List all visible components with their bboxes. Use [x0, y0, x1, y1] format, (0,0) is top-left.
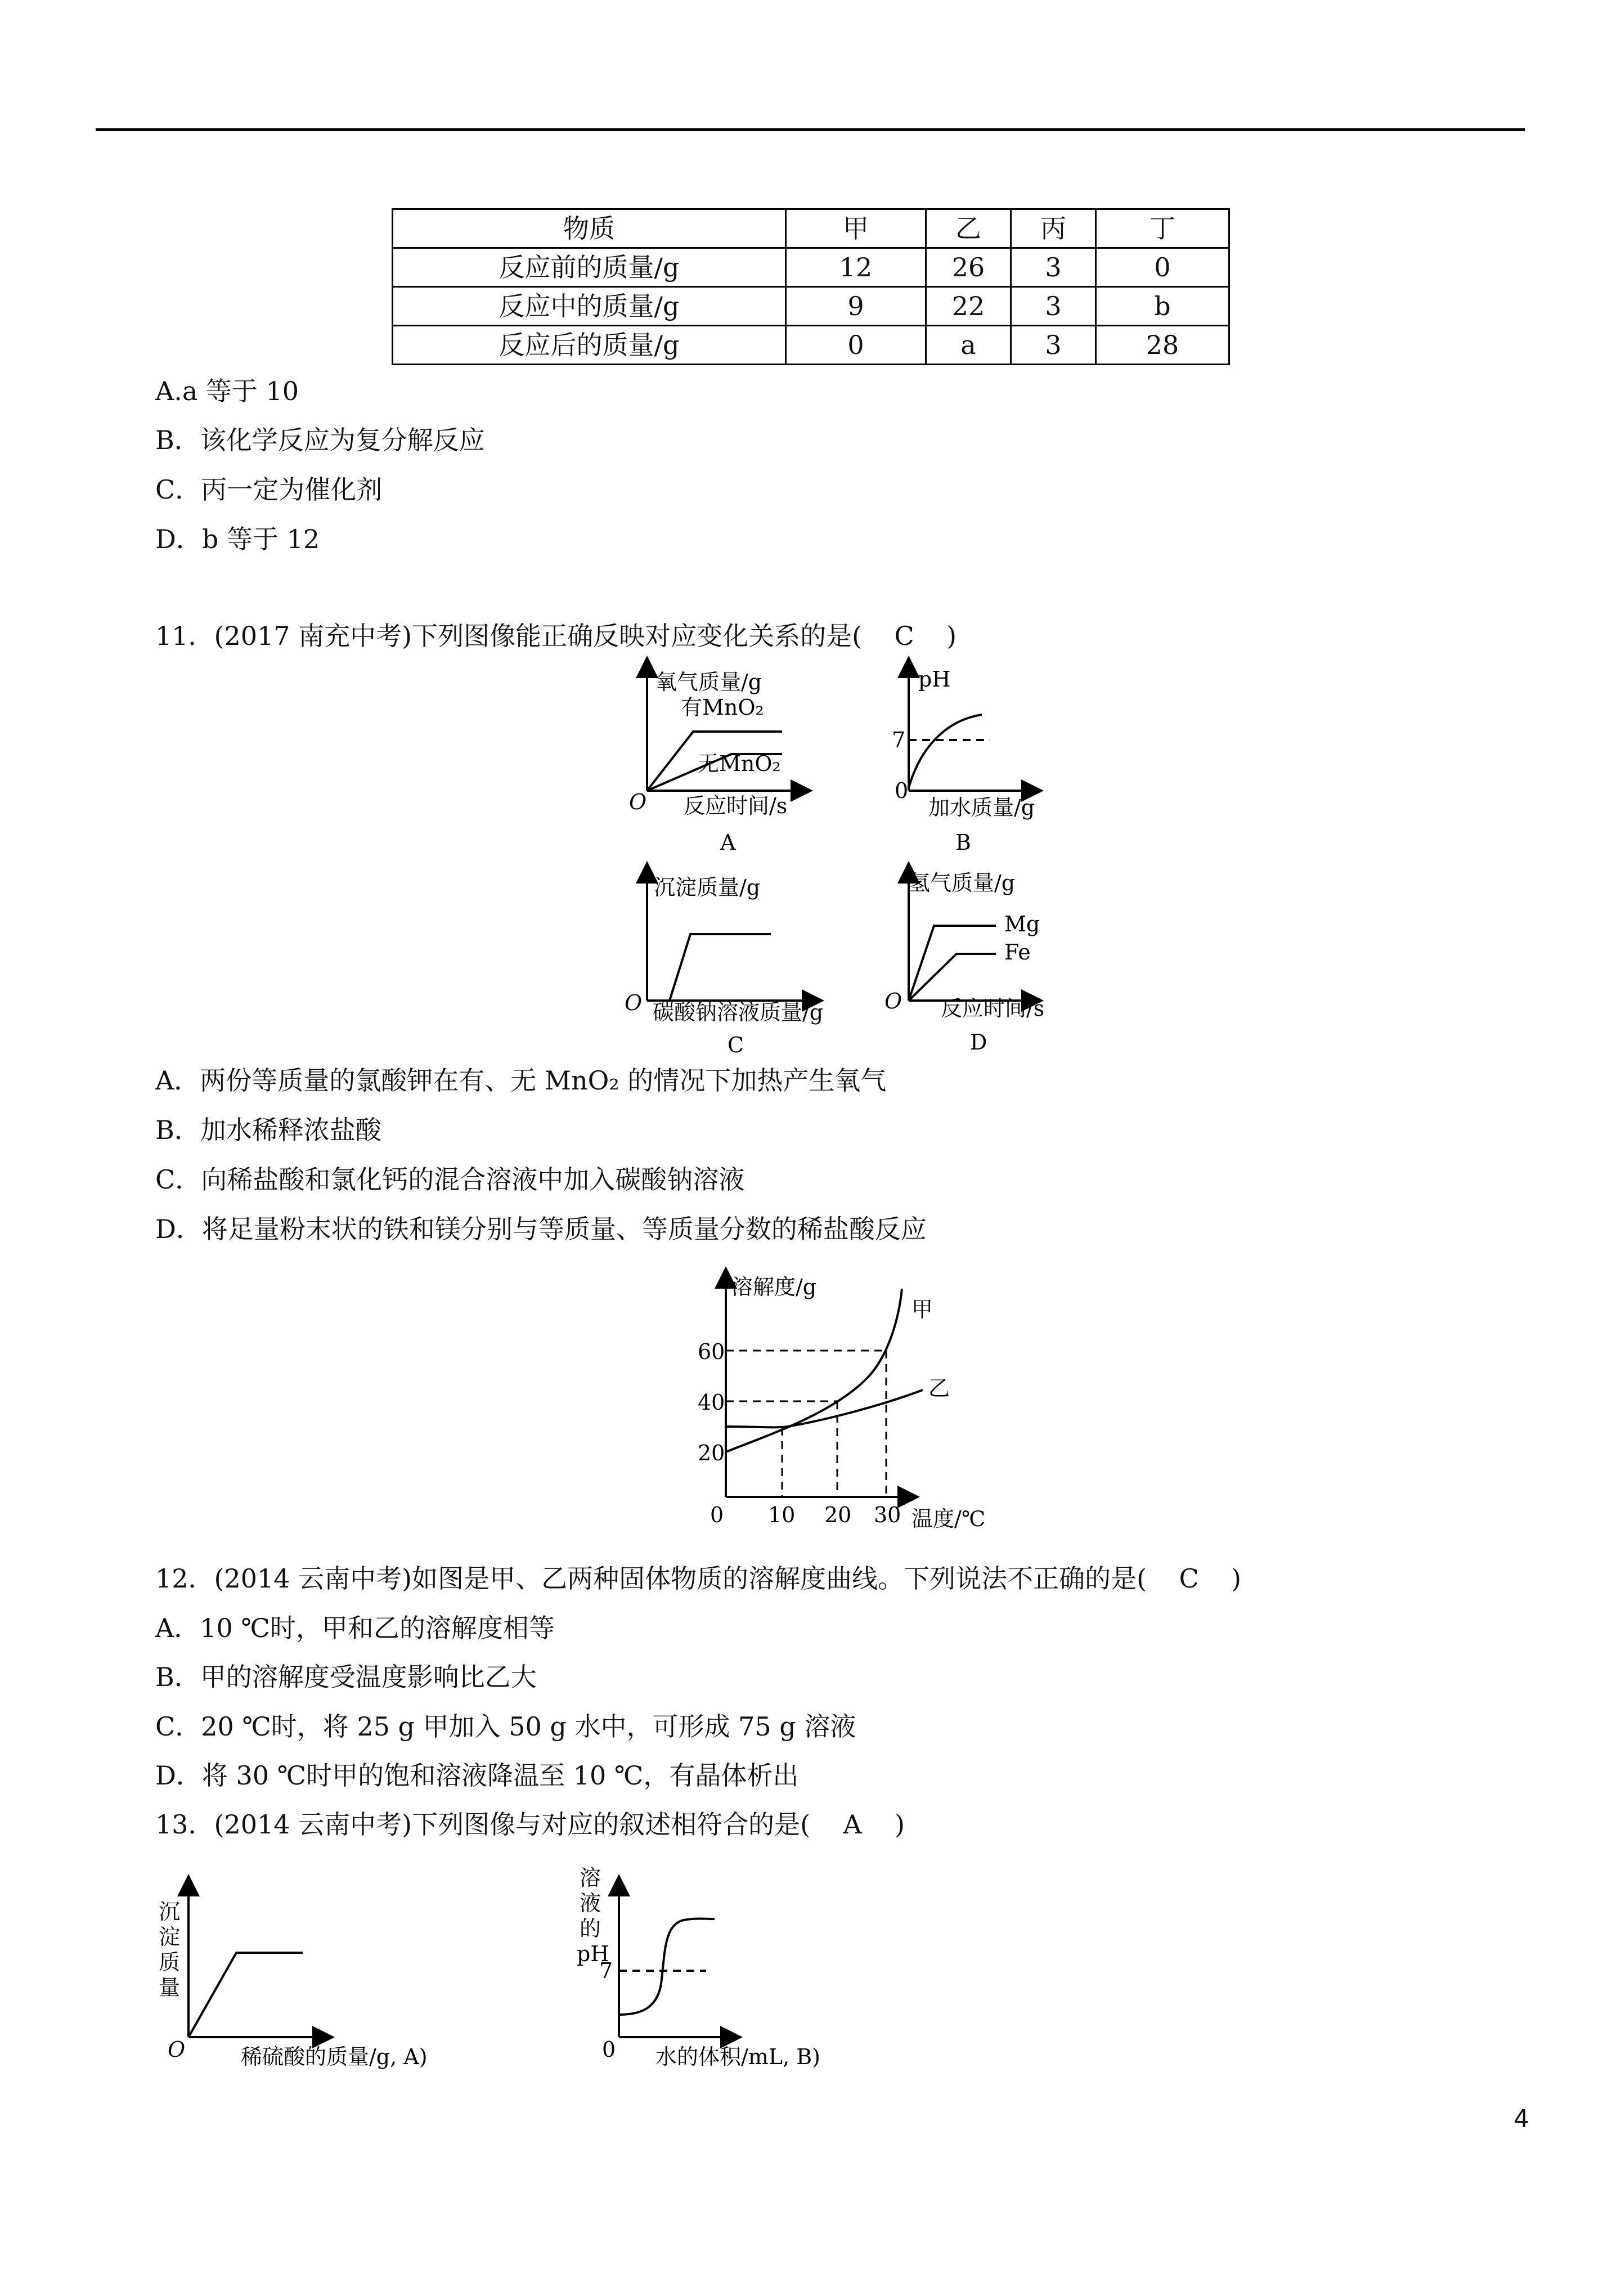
table-cell: 3: [1011, 326, 1096, 365]
figC-origin: O: [625, 990, 643, 1015]
sol-xlabel: 温度/℃: [911, 1506, 986, 1531]
table-cell: 9: [786, 287, 926, 326]
sol-ylabel: 溶解度/g: [731, 1275, 817, 1299]
table-header-cell: 物质: [393, 209, 786, 248]
sol-xtick-10: 10: [768, 1503, 796, 1527]
figB-xlabel: 加水质量/g: [928, 795, 1035, 820]
q10-option-c: C．丙一定为催化剂: [155, 474, 383, 505]
sol-ytick-60: 60: [698, 1339, 725, 1364]
table-header-cell: 甲: [786, 209, 926, 248]
sol-curve1-label: 甲: [911, 1297, 933, 1322]
q12-option-a: A．10 ℃时，甲和乙的溶解度相等: [155, 1613, 555, 1643]
sol-xtick-30: 30: [874, 1503, 901, 1527]
q12-answer: C: [1179, 1563, 1199, 1594]
q12-close: ): [1231, 1563, 1242, 1594]
sol-ytick-40: 40: [698, 1390, 725, 1415]
table-cell: 28: [1096, 326, 1229, 365]
q13A-origin: O: [168, 2037, 186, 2062]
sol-xtick-20: 20: [824, 1503, 852, 1527]
table-header-cell: 丙: [1011, 209, 1096, 248]
figA-origin: O: [629, 790, 647, 814]
figA-ylabel: 氧气质量/g: [655, 670, 762, 694]
table-cell: 反应中的质量/g: [393, 287, 786, 326]
q13A-ylabel-1: 沉: [159, 1899, 181, 1924]
figC-caption: C: [728, 1033, 744, 1057]
figD-ylabel: 氢气质量/g: [909, 871, 1016, 895]
q11-close: ): [946, 621, 957, 651]
q12-stem: [155, 1562, 1241, 1595]
table-cell: 0: [786, 326, 926, 365]
table-cell: 22: [926, 287, 1011, 326]
table-cell: 反应前的质量/g: [393, 248, 786, 287]
q11-stem-text: 11．(2017 南充中考)下列图像能正确反映对应变化关系的是(: [155, 621, 863, 651]
table-cell: 3: [1011, 248, 1096, 287]
q13A-ylabel-3: 质: [159, 1950, 181, 1975]
figB-curve: [909, 715, 982, 788]
figB-caption: B: [955, 830, 971, 855]
sol-ytick-20: 20: [698, 1441, 725, 1465]
q12-option-d: D．将 30 ℃时甲的饱和溶液降温至 10 ℃，有晶体析出: [155, 1760, 799, 1791]
table-cell: 12: [786, 248, 926, 287]
q13A-line: [188, 1953, 303, 2037]
q13A-ylabel-4: 量: [159, 1975, 181, 2000]
figB-origin: 0: [895, 778, 909, 803]
table-header-cell: 乙: [926, 209, 1011, 248]
q13B-ylabel-3: 的: [580, 1916, 601, 1941]
q13B-xlabel: 水的体积/mL, B): [655, 2044, 820, 2069]
table-cell: a: [926, 326, 1011, 365]
q12-option-b: B．甲的溶解度受温度影响比乙大: [155, 1662, 537, 1692]
q13-close: ): [895, 1809, 905, 1840]
q13B-ylabel-2: 液: [580, 1891, 601, 1916]
table-cell: 3: [1011, 287, 1096, 326]
q13B-curve: [619, 1919, 715, 2015]
q11-answer: C: [894, 621, 914, 651]
q13A-ylabel-2: 淀: [159, 1925, 181, 1949]
sol-xtick-0: 0: [710, 1503, 724, 1527]
figA-line2-label: 无MnO₂: [698, 751, 781, 776]
q13B-ylabel-1: 溶: [580, 1866, 601, 1890]
table-cell: 反应后的质量/g: [393, 326, 786, 365]
q11-option-a: A．两份等质量的氯酸钾在有、无 MnO₂ 的情况下加热产生氧气: [155, 1065, 887, 1096]
sol-curve2-label: 乙: [928, 1376, 950, 1401]
figA-line1-label: 有MnO₂: [681, 695, 764, 720]
page-number: 4: [1514, 2105, 1529, 2133]
figD-caption: D: [970, 1030, 987, 1055]
figB-ylabel: pH: [918, 667, 951, 692]
q13-stem-text: 13．(2014 云南中考)下列图像与对应的叙述相符合的是(: [155, 1809, 811, 1840]
q13B-ylabel-4: pH: [577, 1941, 609, 1966]
figB-tick-7: 7: [892, 728, 906, 752]
figD-line2-label: Fe: [1004, 940, 1031, 965]
q11-option-b: B．加水稀释浓盐酸: [155, 1115, 381, 1145]
figC-xlabel: 碳酸钠溶液质量/g: [653, 1000, 824, 1025]
q13B-tick-7: 7: [599, 1958, 613, 1983]
q12-option-c: C．20 ℃时，将 25 g 甲加入 50 g 水中，可形成 75 g 溶液: [155, 1711, 856, 1742]
figC-ylabel: 沉淀质量/g: [654, 875, 761, 900]
q10-option-d: D．b 等于 12: [155, 524, 320, 554]
table-cell: 26: [926, 248, 1011, 287]
q11-option-c: C．向稀盐酸和氯化钙的混合溶液中加入碳酸钠溶液: [155, 1164, 745, 1195]
q10-option-b: B．该化学反应为复分解反应: [155, 425, 485, 455]
q12-stem-text: 12．(2014 云南中考)如图是甲、乙两种固体物质的溶解度曲线。下列说法不正确的是(: [155, 1563, 1147, 1594]
q13-stem: [155, 1808, 905, 1841]
figD-line1-label: Mg: [1004, 912, 1040, 936]
figD-origin: O: [884, 989, 902, 1014]
q13-answer: A: [843, 1809, 862, 1840]
q10-option-a: A.a 等于 10: [155, 376, 299, 406]
table-cell: 0: [1096, 248, 1229, 287]
q11-option-d: D．将足量粉末状的铁和镁分别与等质量、等质量分数的稀盐酸反应: [155, 1214, 927, 1244]
table-cell: b: [1096, 287, 1229, 326]
figA-xlabel: 反应时间/s: [684, 793, 788, 818]
figD-xlabel: 反应时间/s: [941, 996, 1045, 1021]
figA-caption: A: [720, 830, 736, 855]
q13A-xlabel: 稀硫酸的质量/g, A): [241, 2044, 428, 2069]
figC-line: [670, 934, 771, 1001]
table-header-cell: 丁: [1096, 209, 1229, 248]
q13B-origin: 0: [602, 2037, 616, 2062]
